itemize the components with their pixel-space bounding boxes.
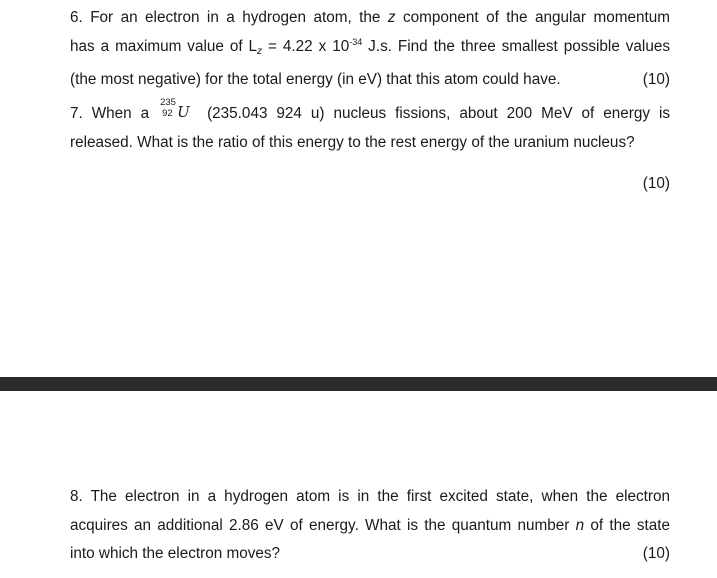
q8-line2-pre: acquires an additional 2.86 eV of energy. What is the quantum number	[70, 516, 576, 534]
question-7-line-2	[70, 129, 670, 158]
q8-line1: 8. The electron in a hydrogen atom is in the first excited state, when the electron	[70, 488, 670, 505]
question-7	[70, 97, 670, 157]
q6-line3: (the most negative) for the total energy (in eV) that this atom could have.	[70, 71, 561, 88]
question-7-marks: (10)	[642, 175, 670, 192]
nuclide-atomic-number: 92	[162, 108, 173, 119]
question-8-line-1	[70, 483, 670, 512]
q8-line3: into which the electron moves?	[70, 545, 281, 562]
q6-line2-mid: = 4.22 x 10	[262, 37, 350, 55]
question-6	[70, 4, 670, 95]
question-8-line-2	[70, 512, 670, 541]
question-6-marks: (10)	[642, 71, 670, 88]
page-separator-bar	[0, 377, 717, 391]
question-6-line-1	[70, 4, 670, 33]
question-8	[70, 483, 670, 569]
q6-line2-post: J.s. Find the three smallest possible values	[362, 37, 670, 55]
question-7-line-1	[70, 97, 670, 129]
q7-line2: released. What is the ratio of this energy to the rest energy of the uranium nucleus?	[70, 133, 635, 151]
question-8-line-3	[70, 540, 670, 569]
q6-z-var: z	[387, 9, 396, 26]
q6-exponent: -34	[349, 36, 363, 47]
nuclide-mass-number: 235	[160, 97, 176, 108]
q6-text-1b: component of the angular momentum	[395, 9, 670, 26]
q7-line1-post: (235.043 924 u) nucleus fissions, about 200 MeV of energy is	[198, 105, 670, 122]
q8-line2-post: of the state	[584, 516, 670, 534]
nuclide-element: U	[177, 103, 190, 121]
question-6-line-3	[70, 66, 670, 95]
q6-lz-subscript: z	[257, 45, 263, 57]
question-8-marks: (10)	[642, 545, 670, 562]
q6-line2-pre: has a maximum value of L	[70, 37, 258, 55]
uranium-nuclide-symbol	[158, 97, 198, 122]
question-6-line-2	[70, 33, 670, 67]
q8-n-var: n	[575, 516, 585, 534]
q7-line1-pre: 7. When a	[70, 105, 159, 122]
q6-text-1a: 6. For an electron in a hydrogen atom, the	[70, 9, 388, 26]
